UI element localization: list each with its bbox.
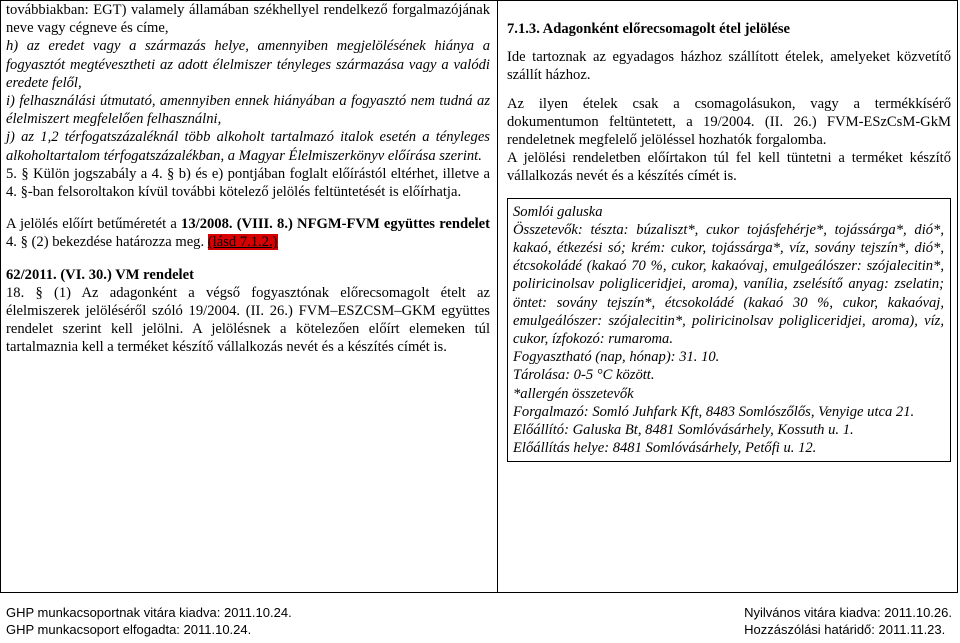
right-paragraph-3: A jelölési rendeletben előírtakon túl fel kell tüntetni a terméket készítő vállalkozás nevét és a készítés címét is.: [507, 150, 951, 185]
column-divider: [497, 0, 498, 592]
footer-right-line-2: Hozzászólási határidő: 2011.11.23.: [744, 622, 946, 637]
label-example-box: [507, 198, 951, 463]
left-paragraph-i: i) felhasználási útmutató, amennyiben ennek hiányában a fogyasztó nem tudná az élelmiszert megfelelően felhasználni,: [6, 93, 490, 128]
font-size-text-a: A jelölés előírt betűméretét a: [6, 216, 177, 233]
footer-left: [6, 604, 292, 638]
regulation-text: 18. § (1) Az adagonként a végső fogyasztónak előrecsomagolt ételt az élelmiszerek jelöléséről szóló 19/2004. (II. 26.) FVM–ESZCSM–GKM együttes rendelet szerint kell jelölni. A jelölésnek a kötelezően előírt elemeken túl tartalmaznia kell a terméket készítő vállalkozás nevét és a készítés címét is.: [6, 284, 490, 356]
section-heading: 7.1.3. Adagonként előrecsomagolt étel jelölése: [507, 21, 791, 37]
footer-left-line-1: GHP munkacsoportnak vitára kiadva: 2011.10.24.: [6, 605, 292, 620]
left-column: [6, 1, 490, 357]
footer-left-line-2: GHP munkacsoport elfogadta: 2011.10.24.: [6, 622, 252, 637]
product-name: Somlói galuska: [513, 203, 603, 220]
distributor: Forgalmazó: Somló Juhfark Kft, 8483 Somlószőlős, Venyige utca 21.: [513, 403, 915, 420]
regulation-title: 62/2011. (VI. 30.) VM rendelet: [6, 266, 194, 283]
left-paragraph-h: h) az eredet vagy a származás helye, amennyiben megjelölésének hiánya a fogyasztót megtévesztheti az adott élelmiszer tényleges származása vagy a valódi eredete felől,: [6, 38, 490, 91]
footer-right: [744, 604, 952, 638]
right-column: [507, 20, 951, 462]
shelf-life: Fogyasztható (nap, hónap): 31. 10.: [513, 349, 720, 366]
allergen-note: *allergén összetevők: [513, 385, 634, 402]
left-paragraph-font-size: [6, 215, 490, 251]
production-place: Előállítás helye: 8481 Somlóvásárhely, Petőfi u. 12.: [513, 440, 817, 457]
left-paragraph-j: j) az 1,2 térfogatszázaléknál több alkoholt tartalmazó italok esetén a tényleges alkoholtartalom térfogatszázalékban, a Magyar Élelmiszerkönyv előírása szerint.: [6, 129, 490, 164]
left-paragraph-1: továbbiakban: EGT) valamely államában székhellyel rendelkező forgalmazójának neve vagy cégneve és címe,: [6, 2, 490, 37]
left-paragraph-5: 5. § Külön jogszabály a 4. § b) és e) pontjában foglalt előírástól eltérhet, illetve a 4. §-ban felsoroltakon kívül további kötelező jelölés feltüntetését is előírhatja.: [6, 165, 490, 201]
right-paragraph-2: Az ilyen ételek csak a csomagolásukon, vagy a termékkísérő dokumentumon feltüntetett, a 19/2004. (II. 26.) FVM-ESzCsM-GkM rendeletnek megfelelő jelöléssel hozhatók forgalomba.: [507, 95, 951, 149]
producer: Előállító: Galuska Bt, 8481 Somlóvásárhely, Kossuth u. 1.: [513, 422, 854, 439]
storage: Tárolása: 0-5 °C között.: [513, 367, 655, 384]
footer-right-line-1: Nyilvános vitára kiadva: 2011.10.26.: [744, 605, 952, 620]
font-size-text-c: 4. § (2) bekezdése határozza meg.: [6, 234, 205, 251]
font-size-regulation: 13/2008. (VIII. 8.) NFGM-FVM együttes rendelet: [181, 216, 490, 233]
cross-reference-link[interactable]: (lásd 7.1.2.): [207, 234, 278, 251]
right-paragraph-1: Ide tartoznak az egyadagos házhoz szállított ételek, amelyeket közvetítő szállít házhoz.: [507, 49, 951, 84]
ingredients: Összetevők: tészta: búzaliszt*, cukor tojásfehérje*, tojássárga*, dió*, kakaó, étkezési só; krém: cukor, tojássárga*, víz, sovány tejszín*, dió*, étcsokoládé (kakaó 70 %, cukor, kakaóvaj, emulgeálószer: szójalecitin*, poliricinolsav poligliceridjei, aroma), vanília, zselésítő anyag: zselatin; öntet: sovány tejszín*, étcsokoládé (kakaó 30 %, cukor, kakaóvaj, emulgeálószer: szójalecitin*, poliricinolsav poligliceridjei, aroma), víz, cukor, ízfokozó: rumaroma.: [513, 221, 944, 348]
